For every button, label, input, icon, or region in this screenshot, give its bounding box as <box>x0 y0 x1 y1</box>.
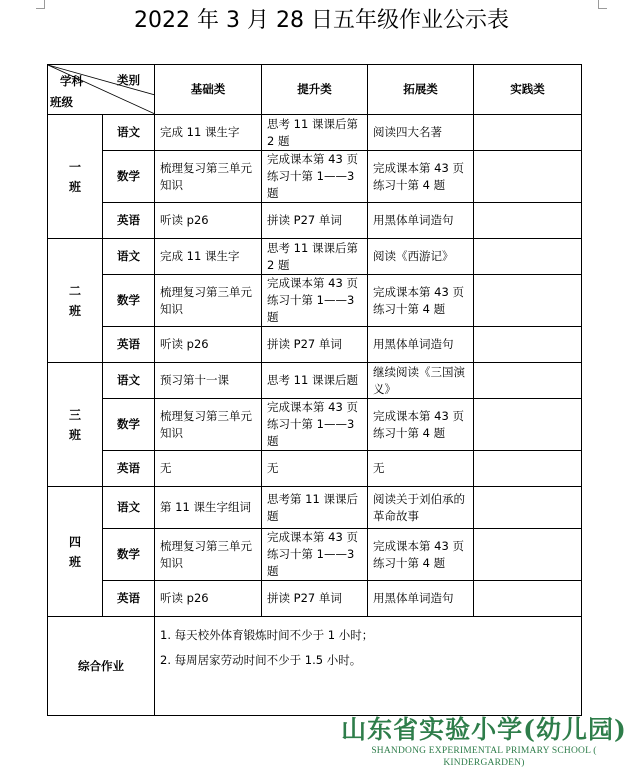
class-name-cell: 三 班 <box>48 363 103 487</box>
school-logo-english: SHANDONG EXPERIMENTAL PRIMARY SCHOOL ( KINDERGARDEN) <box>371 746 597 768</box>
corner-label-category: 类别 <box>117 73 140 87</box>
subject-cell: 语文 <box>103 239 155 275</box>
expand-homework-cell: 阅读《西游记》 <box>368 239 474 275</box>
basic-homework-cell: 听读 p26 <box>155 327 262 363</box>
basic-homework-cell: 预习第十一课 <box>155 363 262 399</box>
improve-homework-cell: 拼读 P27 单词 <box>262 581 368 617</box>
subject-cell: 语文 <box>103 363 155 399</box>
comprehensive-row <box>48 617 582 716</box>
class-name-cell: 四 班 <box>48 487 103 617</box>
expand-homework-cell: 完成课本第 43 页练习十第 4 题 <box>368 275 474 327</box>
improve-homework-cell: 完成课本第 43 页练习十第 1——3 题 <box>262 399 368 451</box>
subject-cell: 数学 <box>103 151 155 203</box>
col-header-improve: 提升类 <box>262 65 368 115</box>
expand-homework-cell: 无 <box>368 451 474 487</box>
practice-homework-cell <box>474 115 582 151</box>
expand-homework-cell: 用黑体单词造句 <box>368 327 474 363</box>
subject-cell: 数学 <box>103 275 155 327</box>
basic-homework-cell: 无 <box>155 451 262 487</box>
practice-homework-cell <box>474 275 582 327</box>
subject-cell: 英语 <box>103 581 155 617</box>
basic-homework-cell: 第 11 课生字组词 <box>155 487 262 529</box>
corner-header-cell <box>48 65 155 115</box>
table-row <box>48 327 582 363</box>
page-title: 2022 年 3 月 28 日五年级作业公示表 <box>134 8 509 33</box>
subject-cell: 数学 <box>103 399 155 451</box>
basic-homework-cell: 听读 p26 <box>155 203 262 239</box>
practice-homework-cell <box>474 203 582 239</box>
practice-homework-cell <box>474 529 582 581</box>
improve-homework-cell: 完成课本第 43 页练习十第 1——3 题 <box>262 275 368 327</box>
class-name-cell: 二 班 <box>48 239 103 363</box>
expand-homework-cell: 完成课本第 43 页练习十第 4 题 <box>368 529 474 581</box>
expand-homework-cell: 阅读关于刘伯承的革命故事 <box>368 487 474 529</box>
practice-homework-cell <box>474 487 582 529</box>
school-logo-chinese: 山东省实验小学(幼儿园) <box>341 715 627 744</box>
table-row <box>48 275 582 327</box>
basic-homework-cell: 梳理复习第三单元知识 <box>155 275 262 327</box>
expand-homework-cell: 阅读四大名著 <box>368 115 474 151</box>
improve-homework-cell: 思考 11 课课后题 <box>262 363 368 399</box>
practice-homework-cell <box>474 363 582 399</box>
basic-homework-cell: 梳理复习第三单元知识 <box>155 529 262 581</box>
basic-homework-cell: 听读 p26 <box>155 581 262 617</box>
basic-homework-cell: 完成 11 课生字 <box>155 115 262 151</box>
improve-homework-cell: 完成课本第 43 页练习十第 1——3 题 <box>262 529 368 581</box>
improve-homework-cell: 拼读 P27 单词 <box>262 203 368 239</box>
improve-homework-cell: 无 <box>262 451 368 487</box>
subject-cell: 英语 <box>103 451 155 487</box>
practice-homework-cell <box>474 239 582 275</box>
corner-label-subject: 学科 <box>60 74 83 88</box>
table-row <box>48 581 582 617</box>
improve-homework-cell: 思考第 11 课课后题 <box>262 487 368 529</box>
col-header-basic: 基础类 <box>155 65 262 115</box>
subject-cell: 英语 <box>103 203 155 239</box>
table-row <box>48 151 582 203</box>
practice-homework-cell <box>474 327 582 363</box>
col-header-expand: 拓展类 <box>368 65 474 115</box>
table-row <box>48 529 582 581</box>
homework-table <box>47 64 582 716</box>
expand-homework-cell: 用黑体单词造句 <box>368 203 474 239</box>
practice-homework-cell <box>474 451 582 487</box>
subject-cell: 英语 <box>103 327 155 363</box>
homework-table-body <box>48 65 582 716</box>
basic-homework-cell: 梳理复习第三单元知识 <box>155 151 262 203</box>
comprehensive-items <box>155 617 582 716</box>
class-name-cell: 一 班 <box>48 115 103 239</box>
improve-homework-cell: 拼读 P27 单词 <box>262 327 368 363</box>
table-row <box>48 239 582 275</box>
improve-homework-cell: 思考 11 课课后第 2 题 <box>262 115 368 151</box>
practice-homework-cell <box>474 399 582 451</box>
basic-homework-cell: 梳理复习第三单元知识 <box>155 399 262 451</box>
practice-homework-cell <box>474 151 582 203</box>
table-row <box>48 451 582 487</box>
col-header-practice: 实践类 <box>474 65 582 115</box>
table-row <box>48 203 582 239</box>
school-logo <box>334 715 634 769</box>
comprehensive-item: 2. 每周居家劳动时间不少于 1.5 小时。 <box>160 653 362 667</box>
expand-homework-cell: 用黑体单词造句 <box>368 581 474 617</box>
comprehensive-item: 1. 每天校外体育锻炼时间不少于 1 小时； <box>160 628 374 642</box>
subject-cell: 语文 <box>103 487 155 529</box>
table-row <box>48 487 582 529</box>
improve-homework-cell: 思考 11 课课后第 2 题 <box>262 239 368 275</box>
table-row <box>48 115 582 151</box>
table-row <box>48 399 582 451</box>
header-row <box>48 65 582 115</box>
table-row <box>48 363 582 399</box>
comprehensive-label: 综合作业 <box>48 617 155 716</box>
practice-homework-cell <box>474 581 582 617</box>
subject-cell: 语文 <box>103 115 155 151</box>
basic-homework-cell: 完成 11 课生字 <box>155 239 262 275</box>
expand-homework-cell: 完成课本第 43 页练习十第 4 题 <box>368 151 474 203</box>
subject-cell: 数学 <box>103 529 155 581</box>
improve-homework-cell: 完成课本第 43 页练习十第 1——3 题 <box>262 151 368 203</box>
expand-homework-cell: 完成课本第 43 页练习十第 4 题 <box>368 399 474 451</box>
corner-label-class: 班级 <box>50 95 73 109</box>
expand-homework-cell: 继续阅读《三国演义》 <box>368 363 474 399</box>
